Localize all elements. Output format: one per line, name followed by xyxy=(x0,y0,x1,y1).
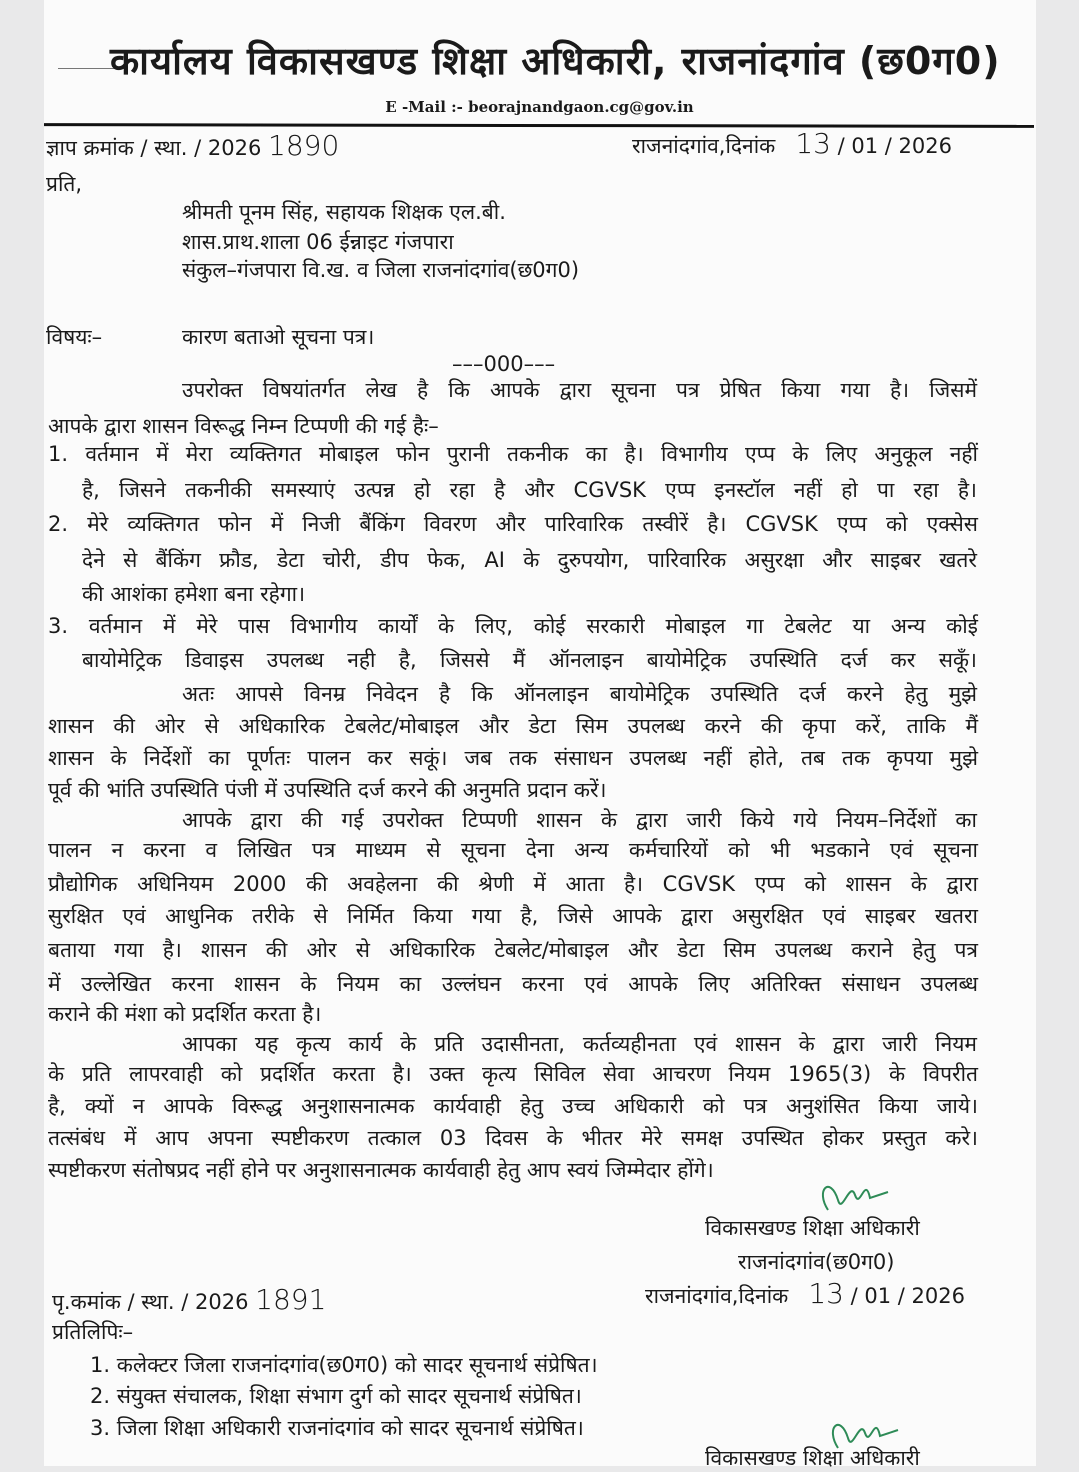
body-line: आपके द्वारा की गई उपरोक्त टिप्पणी शासन के द्वारा जारी किये गये नियम–निर्देशों का xyxy=(182,808,977,832)
signatory-designation: विकासखण्ड शिक्षा अधिकारी xyxy=(705,1216,920,1240)
body-line: स्पष्टीकरण संतोषप्रद नहीं होने पर अनुशासनात्मक कार्यवाही हेतु आप स्वयं जिम्मेदार होंगे। xyxy=(48,1158,714,1182)
office-title: कार्यालय विकासखण्ड शिक्षा अधिकारी, राजनांदगांव (छ0ग0) xyxy=(110,39,1001,83)
body-line: शासन की ओर से अधिकारिक टेबलेट/मोबाइल और डेटा सिम उपलब्ध करने की कृपा करें, ताकि मैं xyxy=(48,714,978,738)
copy-reference-number: पृ.कमांक / स्था. / 2026 1891 xyxy=(52,1283,327,1316)
body-line: देने से बैंकिंग फ्रौड, डेटा चोरी, डीप फेक, AI के दुरुपयोग, पारिवारिक असुरक्षा और साइबर खतरे xyxy=(82,548,977,572)
body-line: पालन न करना व लिखित पत्र माध्यम से सूचना देना अन्य कर्मचारियों को भी भडकाने एवं सूचना xyxy=(48,838,978,862)
copy-reference-date: राजनांदगांव,दिनांक 13 / 01 / 2026 xyxy=(645,1277,965,1310)
body-line: उपरोक्त विषयांतर्गत लेख है कि आपके द्वारा सूचना पत्र प्रेषित किया गया है। जिसमें xyxy=(182,378,977,402)
copy-item: 3. जिला शिक्षा अधिकारी राजनांदगांव को सादर सूचनार्थ संप्रेषित। xyxy=(90,1416,584,1440)
body-line: 1. वर्तमान में मेरा व्यक्तिगत मोबाइल फोन पुरानी तकनीक का है। विभागीय एप्प के लिए अनुकूल नहीं xyxy=(48,442,978,466)
copies-label: प्रतिलिपिः– xyxy=(52,1320,134,1344)
body-line: है, क्यों न आपके विरूद्ध अनुशासनात्मक कार्यवाही हेतु उच्च अधिकारी को पत्र अनुशंसित किया जाये। xyxy=(48,1094,978,1118)
body-line: सुरक्षित एवं आधुनिक तरीके से निर्मित किया गया है, जिसे आपके द्वारा असुरक्षित एवं साइबर खतरा xyxy=(48,904,978,928)
signatory-place: राजनांदगांव(छ0ग0) xyxy=(738,1250,895,1274)
recipient-line: शास.प्राथ.शाला 06 ईन्नाइट गंजपारा xyxy=(182,230,454,254)
body-line: की आशंका हमेशा बना रहेगा। xyxy=(82,582,306,606)
reference-number: ज्ञाप क्रमांक / स्था. / 2026 1890 xyxy=(46,129,340,162)
body-line: तत्संबंध में आप अपना स्पष्टीकरण तत्काल 03 दिवस के भीतर मेरे समक्ष उपस्थित होकर प्रस्तुत करे। xyxy=(48,1126,978,1150)
subject-label: विषयः– xyxy=(46,325,103,349)
signature-1 xyxy=(810,1170,890,1220)
body-line: कराने की मंशा को प्रदर्शित करता है। xyxy=(48,1002,322,1026)
body-line: पूर्व की भांति उपस्थिति पंजी में उपस्थिति दर्ज करने की अनुमति प्रदान करें। xyxy=(48,778,607,802)
recipient-line: संकुल–गंजपारा वि.ख. व जिला राजनांदगांव(छ0ग0) xyxy=(182,258,580,282)
copies-designation: विकासखण्ड शिक्षा अधिकारी xyxy=(705,1446,920,1470)
body-line: प्रौद्योगिक अधिनियम 2000 की अवहेलना की श्रेणी में आता है। CGVSK एप्प को शासन के द्वारा xyxy=(48,872,978,896)
body-line: के प्रति लापरवाही को प्रदर्शित करता है। उक्त कृत्य सिविल सेवा आचरण नियम 1965(3) के विपरीत xyxy=(48,1062,978,1086)
body-line: अतः आपसे विनम्र निवेदन है कि ऑनलाइन बायोमेट्रिक उपस्थिति दर्ज करने हेतु मुझे xyxy=(182,682,977,706)
body-line: में उल्लेखित करना शासन के नियम का उल्लंघन करना एवं आपके लिए अतिरिक्त संसाधन उपलब्ध xyxy=(48,972,978,996)
body-line: 3. वर्तमान में मेरे पास विभागीय कार्यों के लिए, कोई सरकारी मोबाइल गा टेबलेट या अन्य कोई xyxy=(48,614,978,638)
body-line: 2. मेरे व्यक्तिगत फोन में निजी बैंकिंग विवरण और पारिवारिक तस्वीरें है। CGVSK एप्प को एक्सेस xyxy=(48,512,978,536)
body-line: शासन के निर्देशों का पूर्णतः पालन कर सकूं। जब तक संसाधन उपलब्ध नहीं होते, तब तक कृपया मुझे xyxy=(48,746,978,770)
recipient-line: श्रीमती पूनम सिंह, सहायक शिक्षक एल.बी. xyxy=(182,200,506,224)
body-line: है, जिसने तकनीकी समस्याएं उत्पन्न हो रहा है और CGVSK एप्प इनस्टॉल नहीं हो पा रहा है। xyxy=(82,478,977,502)
body-line: बायोमेट्रिक डिवाइस उपलब्ध नही है, जिससे मैं ऑनलाइन बायोमेट्रिक उपस्थिति दर्ज कर सकूँ। xyxy=(82,648,977,672)
body-line: बताया गया है। शासन की ओर से अधिकारिक टेबलेट/मोबाइल और डेटा सिम उपलब्ध कराने हेतु पत्र xyxy=(48,938,978,962)
reference-date: राजनांदगांव,दिनांक 13 / 01 / 2026 xyxy=(632,127,952,160)
copy-item: 1. कलेक्टर जिला राजनांदगांव(छ0ग0) को सादर सूचनार्थ संप्रेषित। xyxy=(90,1353,598,1377)
body-line: आपका यह कृत्य कार्य के प्रति उदासीनता, कर्तव्यहीनता एवं शासन के द्वारा जारी नियम xyxy=(182,1032,977,1056)
to-label: प्रति, xyxy=(46,172,83,196)
body-line: आपके द्वारा शासन विरूद्ध निम्न टिप्पणी की गई हैः– xyxy=(48,414,439,438)
subject-text: कारण बताओ सूचना पत्र। xyxy=(182,325,375,349)
copy-item: 2. संयुक्त संचालक, शिक्षा संभाग दुर्ग को सादर सूचनार्थ संप्रेषित। xyxy=(90,1384,582,1408)
office-email: E -Mail :- beorajnandgaon.cg@gov.in xyxy=(385,98,694,116)
decorative-dash xyxy=(58,68,118,69)
separator: –––000––– xyxy=(452,352,556,376)
